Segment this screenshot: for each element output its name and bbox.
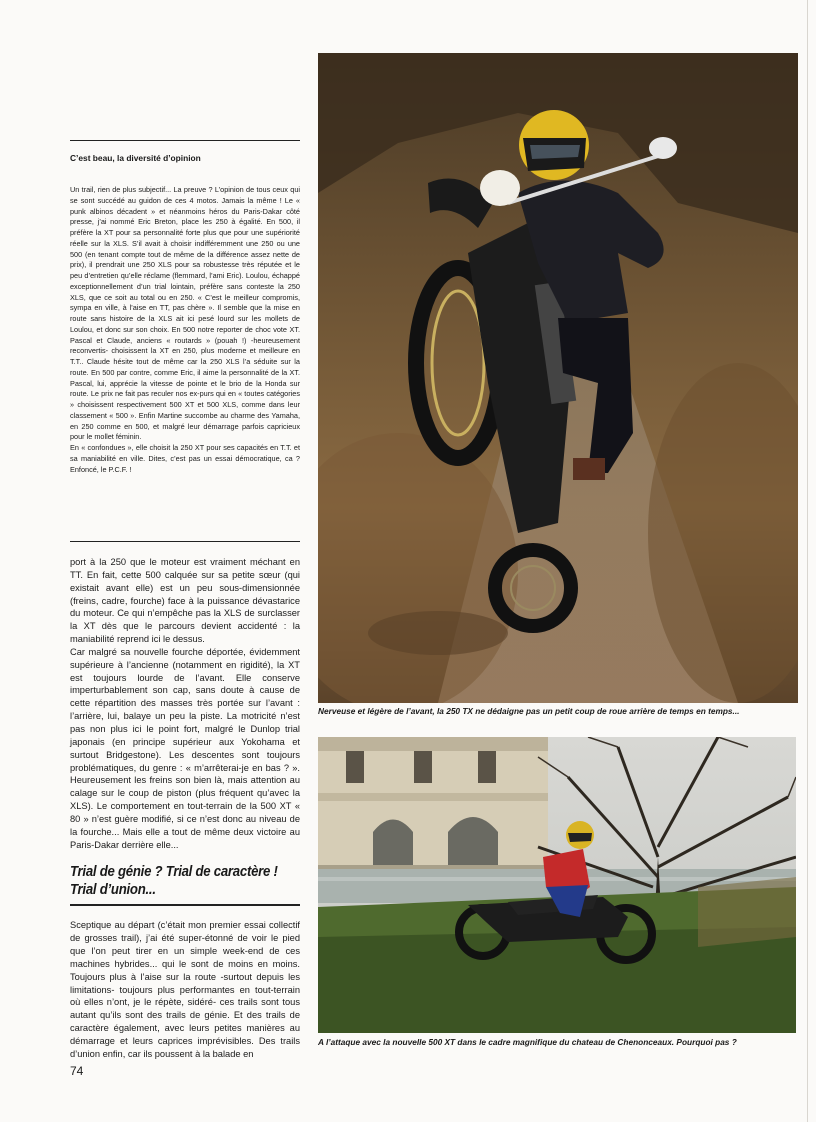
article-paragraph-2: Car malgré sa nouvelle fourche déportée, évidemment supérieure à l’ancienne (notamment en rigidité), la XT est toujours lourde de l’avant. Elle conserve imperturbablement son cap, sans doute à cause de cette répartition des masses très portée sur l’avant : l’arrière, lui, balaye un peu la piste. La motricité n’est pas non plus ici le point fort, malgré le Dunlop trial japonais (en principe supérieur aux Yokohama et surtout Bridgestone). Les descentes sont toujours problématiques, du genre : « m’arrêterai-je en bas ? ». Heureusement les freins son bien là, mais attention au calage sur le coup de piston (plus fréquent qu’avec la XLS). Le comportement en tout-terrain de la 500 XT « 80 » n’est guère modifié, si ce n’est donc au niveau de la fourche... Mais elle a tout de même deux victoire au Paris-Dakar derrière elle... bbox=[70, 646, 300, 850]
photo-castle-caption: A l’attaque avec la nouvelle 500 XT dans le cadre magnifique du chateau de Chenonceaux. Pourquoi pas ? bbox=[318, 1037, 737, 1047]
article-body bbox=[70, 556, 300, 851]
photo-castle bbox=[318, 737, 796, 1033]
heading-rule bbox=[70, 904, 300, 906]
article-paragraph-1: port à la 250 que le moteur est vraiment méchant en TT. En fait, cette 500 calquée sur sa petite sœur (qui existait avant elle) est un peu sous-dimensionnée (freins, cadre, fourche) face à la puissance dévastarice du moteur. Ce qui n’empêche pas la XLS de surclasser la XT dès que le parcours devient accidenté : la maniabilité reprend ici le dessus. bbox=[70, 557, 300, 645]
page-edge bbox=[807, 0, 808, 1122]
photo-castle-image bbox=[318, 737, 796, 1033]
photo-wheelie bbox=[318, 53, 798, 703]
section-heading-line-1: Trial de génie ? Trial de caractère ! bbox=[70, 863, 278, 880]
article-body-2 bbox=[70, 910, 300, 1070]
page-number: 74 bbox=[70, 1064, 84, 1078]
article-paragraph-3: Sceptique au départ (c’était mon premier essai collectif de grosses trail), j’ai été super-étonné de voir le pied que l’on peut tirer en un simple week-end de ces machines hybrides... qui le sont de moins en moins. Toujours plus à l’aise sur la route -surtout depuis les limitations- toujours plus performantes en tout-terrain où elles n’ont, je le répète, sidéré- ces trails sont tous autant qu’ils sont des trails de génie. Et des trails de caractère également, avec leurs petites manières au démarrage et leurs caprices imprévisibles. Des trails d’union enfin, car ils poussent à la balade en bbox=[70, 920, 300, 1059]
section-heading-line-2: Trial d’union... bbox=[70, 881, 156, 898]
sidebar-box-paragraph-end: En « confondues », elle choisit la 250 XT pour ses capacités en T.T. et sa maniabilité en ville. Dites, c’est pas un essai démocratique, ca ? Enfoncé, le P.C.F. ! bbox=[70, 443, 300, 474]
sidebar-box bbox=[70, 140, 300, 542]
sidebar-box-body bbox=[70, 185, 300, 475]
section-heading bbox=[70, 863, 301, 899]
sidebar-box-paragraph: Un trail, rien de plus subjectif... La preuve ? L’opinion de tous ceux qui se sont succédé au guidon de ces 4 motos. Jamais la même ! Le « punk albinos décadent » et néanmoins héros du Paris-Dakar côté presse, j’ai nommé Eric Breton, place les 250 à égalité. En 500, il préfère la XT pour sa personnalité forte plus que pour une supériorité réelle sur la XLS. S’il avait à choisir indifféremment une 250 ou une 500 (en tenant compte tout de même de la différence assez nette de prix), il prendrait une 250 XLS pour sa robustesse très réputée et le peu d’entretien qu’elle réclame (flemmard, l’ami Eric). Loulou, échappé exceptionnellement d’un trial lointain, préfère sans conteste la 250 XLS, que ce soit au total ou en 250. « C’est le meilleur compromis, sympa en ville, à l’aise en TT, pas chère ». Il semble que la mise en route sans histoire de la XLS ait ici pesé lourd sur les mollets de Loulou, et donc sur son choix. En 500 notre reporter de choc vote XT. Pascal et Claude, anciens « routards » (pouah !) -heureusement reconvertis- choisissent la XT en 250, plus moderne et meilleure en T.T.. Claude hésite tout de même car la 250 XLS l’a séduite sur la route. En 500 par contre, comme Eric, il aime la personnalité de la XT. Pascal, lui, apprécie la vitesse de pointe et le brio de la Honda sur route. Le prix ne fait pas reculer nos ex-purs qui en « toutes catégories » choisissent respectivement 500 XT et 500 XLS, comme dans leur classement « 500 ». Enfin Martine succombe au charme des Yamaha, en 250 comme en 500, et malgré leur démarrage parfois capricieux pour le mollet féminin. bbox=[70, 185, 300, 442]
photo-wheelie-image bbox=[318, 53, 798, 703]
sidebar-box-title: C’est beau, la diversité d’opinion bbox=[70, 153, 201, 163]
photo-wheelie-caption: Nerveuse et légère de l’avant, la 250 TX ne dédaigne pas un petit coup de roue arrière de temps en temps... bbox=[318, 706, 740, 716]
